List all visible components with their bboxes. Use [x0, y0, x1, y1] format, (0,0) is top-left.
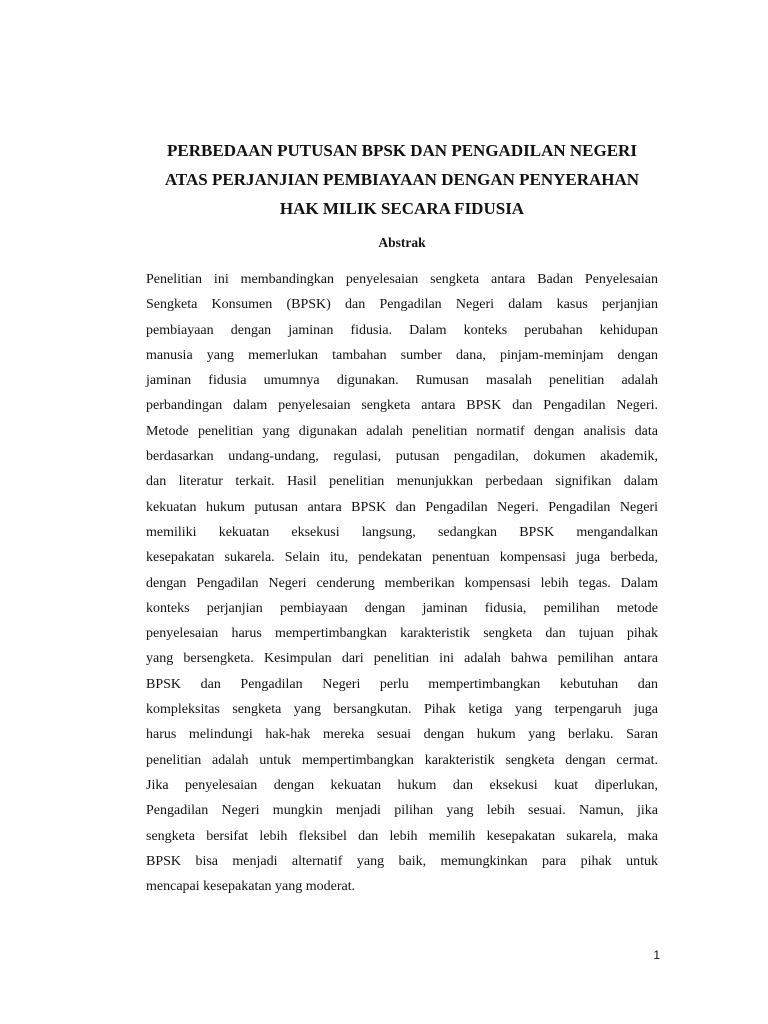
abstract-line: pembiayaan dengan jaminan fidusia. Dalam konteks perubahan kehidupan — [146, 322, 658, 338]
abstract-line: manusia yang memerlukan tambahan sumber dana, pinjam-meminjam dengan — [146, 347, 658, 363]
abstract-line: kekuatan hukum putusan antara BPSK dan Pengadilan Negeri. Pengadilan Negeri — [146, 499, 658, 515]
abstract-line: mencapai kesepakatan yang moderat. — [146, 879, 356, 895]
abstract-body — [146, 267, 658, 899]
abstract-line: Penelitian ini membandingkan penyelesaian sengketa antara Badan Penyelesaian — [146, 272, 658, 287]
abstract-line: penyelesaian harus mempertimbangkan karakteristik sengketa dan tujuan pihak — [146, 626, 658, 642]
title-line: HAK MILIK SECARA FIDUSIA — [279, 199, 525, 218]
abstract-line: kompleksitas sengketa yang bersangkutan. Pihak ketiga yang terpengaruh juga — [146, 702, 658, 718]
abstract-line: perbandingan dalam penyelesaian sengketa antara BPSK dan Pengadilan Negeri. — [146, 398, 658, 414]
abstract-line: Sengketa Konsumen (BPSK) dan Pengadilan Negeri dalam kasus perjanjian — [146, 297, 658, 313]
abstract-line: berdasarkan undang-undang, regulasi, putusan pengadilan, dokumen akademik, — [146, 449, 658, 465]
abstract-line: BPSK bisa menjadi alternatif yang baik, memungkinkan para pihak untuk — [146, 853, 658, 869]
title-line: ATAS PERJANJIAN PEMBIAYAAN DENGAN PENYERAHAN — [164, 170, 640, 189]
abstract-line: sengketa bersifat lebih fleksibel dan lebih memilih kesepakatan sukarela, maka — [146, 828, 658, 844]
abstract-line: harus melindungi hak-hak mereka sesuai dengan hukum yang berlaku. Saran — [146, 727, 658, 743]
abstract-line: Pengadilan Negeri mungkin menjadi pilihan yang lebih sesuai. Namun, jika — [146, 803, 658, 819]
abstract-heading: Abstrak — [378, 235, 426, 250]
abstract-line: memiliki kekuatan eksekusi langsung, sedangkan BPSK mengandalkan — [146, 524, 658, 540]
page-number: 1 — [653, 948, 660, 962]
document-title — [146, 136, 658, 223]
abstract-line: konteks perjanjian pembiayaan dengan jaminan fidusia, pemilihan metode — [146, 600, 658, 616]
abstract-line: dan literatur terkait. Hasil penelitian menunjukkan perbedaan signifikan dalam — [146, 474, 658, 490]
abstract-line: BPSK dan Pengadilan Negeri perlu mempertimbangkan kebutuhan dan — [146, 676, 658, 692]
abstract-line: jaminan fidusia umumnya digunakan. Rumusan masalah penelitian adalah — [146, 373, 658, 389]
abstract-line: kesepakatan sukarela. Selain itu, pendekatan penentuan kompensasi juga berbeda, — [146, 550, 658, 566]
abstract-line: yang bersengketa. Kesimpulan dari penelitian ini adalah bahwa pemilihan antara — [146, 651, 658, 667]
abstract-line: Metode penelitian yang digunakan adalah penelitian normatif dengan analisis data — [146, 423, 658, 439]
abstract-line: Jika penyelesaian dengan kekuatan hukum dan eksekusi kuat diperlukan, — [146, 777, 658, 793]
abstract-line: dengan Pengadilan Negeri cenderung memberikan kompensasi lebih tegas. Dalam — [146, 575, 658, 591]
abstract-line: penelitian adalah untuk mempertimbangkan karakteristik sengketa dengan cermat. — [146, 752, 658, 768]
title-line: PERBEDAAN PUTUSAN BPSK DAN PENGADILAN NEGERI — [167, 141, 637, 160]
